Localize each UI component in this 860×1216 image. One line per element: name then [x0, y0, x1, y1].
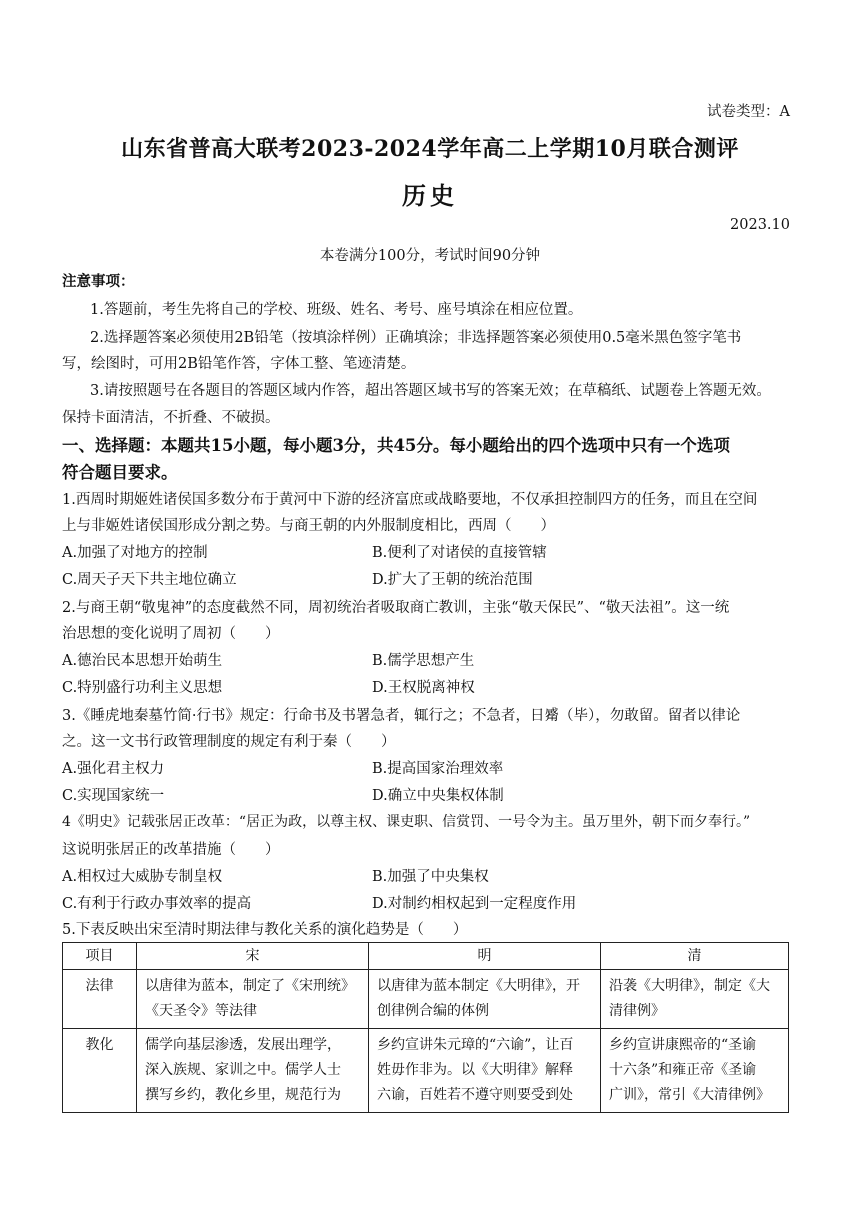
option-b[interactable]: B.儒学思想产生	[372, 653, 475, 669]
option-c[interactable]: C.特别盛行功利主义思想	[62, 680, 223, 696]
cell-line: 儒学向基层渗透，发展出理学，	[145, 1037, 341, 1053]
option-a[interactable]: A.加强了对地方的控制	[62, 545, 208, 561]
option-c[interactable]: C.实现国家统一	[62, 788, 165, 804]
table-row	[63, 1029, 789, 1113]
option-b[interactable]: B.便利了对诸侯的直接管辖	[372, 545, 547, 561]
table-row	[63, 970, 789, 1029]
option-a[interactable]: A.德治民本思想开始萌生	[62, 653, 223, 669]
row-label: 教化	[63, 1029, 137, 1113]
section-heading-cont: 符合题目要求。	[62, 463, 178, 482]
score-time: 本卷满分100分，考试时间90分钟	[319, 248, 541, 264]
option-b[interactable]: B.加强了中央集权	[372, 869, 489, 885]
question-stem: 治思想的变化说明了周初（ ）	[62, 626, 280, 642]
question-stem: 4《明史》记载张居正改革：“居正为政，以尊主权、课吏职、信赏罚、一号令为主。虽万里外，朝下而夕奉行。”	[62, 814, 751, 830]
table-cell	[369, 970, 601, 1029]
notice-item: 保持卡面清洁，不折叠、不破损。	[62, 410, 280, 426]
table-cell	[601, 1029, 789, 1113]
option-d[interactable]: D.对制约相权起到一定程度作用	[372, 896, 577, 912]
cell-line: 以唐律为蓝本，制定了《宋刑统》	[145, 978, 355, 994]
cell-line: 清律例》	[609, 1003, 665, 1019]
comparison-table	[62, 942, 789, 1113]
question-stem: 3.《睡虎地秦墓竹简·行书》规定：行命书及书署急者，辄行之；不急者，日觱（毕），勿敢留。留者以律论	[62, 708, 741, 724]
row-label: 法律	[63, 970, 137, 1029]
cell-line: 创律例合编的体例	[377, 1003, 489, 1019]
option-d[interactable]: D.王权脱离神权	[372, 680, 475, 696]
notice-item: 1.答题前，考生先将自己的学校、班级、姓名、考号、座号填涂在相应位置。	[90, 302, 583, 318]
cell-line: 姓毋作非为。以《大明律》解释	[377, 1062, 573, 1078]
option-d[interactable]: D.确立中央集权体制	[372, 788, 504, 804]
section-heading: 一、选择题：本题共15小题，每小题3分，共45分。每小题给出的四个选项中只有一个选项	[62, 436, 730, 455]
cell-line: 乡约宣讲康熙帝的“圣谕	[609, 1037, 757, 1053]
cell-line: 六谕，百姓若不遵守则要受到处	[377, 1087, 573, 1103]
table-header: 清	[601, 943, 789, 970]
notice-item: 2.选择题答案必须使用2B铅笔（按填涂样例）正确填涂；非选择题答案必须使用0.5毫米黑色签字笔书	[90, 330, 742, 346]
cell-line: 乡约宣讲朱元璋的“六谕”，让百	[377, 1037, 574, 1053]
cell-line: 以唐律为蓝本制定《大明律》，开	[377, 978, 580, 994]
cell-line: 《天圣令》等法律	[145, 1003, 257, 1019]
table-header-row	[63, 943, 789, 970]
cell-line: 撰写乡约，教化乡里，规范行为	[145, 1087, 341, 1103]
cell-line: 沿袭《大明律》，制定《大	[609, 978, 770, 994]
question-stem: 5.下表反映出宋至清时期法律与教化关系的演化趋势是（ ）	[62, 922, 468, 938]
table-header: 宋	[137, 943, 369, 970]
table-header: 项目	[63, 943, 137, 970]
option-b[interactable]: B.提高国家治理效率	[372, 761, 504, 777]
question-stem: 之。这一文书行政管理制度的规定有利于秦（ ）	[62, 734, 396, 750]
notice-item: 写，绘图时，可用2B铅笔作答，字体工整、笔迹清楚。	[62, 356, 416, 372]
table-cell	[137, 1029, 369, 1113]
notice-item: 3.请按照题号在各题目的答题区域内作答，超出答题区域书写的答案无效；在草稿纸、试题卷上答题无效。	[90, 383, 771, 399]
option-d[interactable]: D.扩大了王朝的统治范围	[372, 572, 533, 588]
paper-type: 试卷类型：A	[707, 104, 790, 120]
cell-line: 十六条”和雍正帝《圣谕	[609, 1062, 757, 1078]
question-stem: 2.与商王朝“敬鬼神”的态度截然不同，周初统治者吸取商亡教训，主张“敬天保民”、“敬天法祖”。这一统	[62, 600, 730, 616]
notice-heading: 注意事项：	[62, 273, 135, 290]
exam-date: 2023.10	[730, 217, 790, 233]
option-a[interactable]: A.强化君主权力	[62, 761, 165, 777]
question-stem: 这说明张居正的改革措施（ ）	[62, 842, 280, 858]
option-c[interactable]: C.周天子天下共主地位确立	[62, 572, 237, 588]
question-stem: 上与非姬姓诸侯国形成分割之势。与商王朝的内外服制度相比，西周（ ）	[62, 518, 555, 534]
table-cell	[601, 970, 789, 1029]
table-cell	[137, 970, 369, 1029]
option-c[interactable]: C.有利于行政办事效率的提高	[62, 896, 252, 912]
table-header: 明	[369, 943, 601, 970]
option-a[interactable]: A.相权过大威胁专制皇权	[62, 869, 223, 885]
cell-line: 深入族规、家训之中。儒学人士	[145, 1062, 341, 1078]
table-cell	[369, 1029, 601, 1113]
cell-line: 广训》，常引《大清律例》	[609, 1087, 770, 1103]
subject-title: 历史	[402, 181, 458, 210]
exam-title: 山东省普高大联考2023-2024学年高二上学期10月联合测评	[121, 136, 739, 162]
question-stem: 1.西周时期姬姓诸侯国多数分布于黄河中下游的经济富庶或战略要地，不仅承担控制四方的任务，而且在空间	[62, 492, 758, 508]
